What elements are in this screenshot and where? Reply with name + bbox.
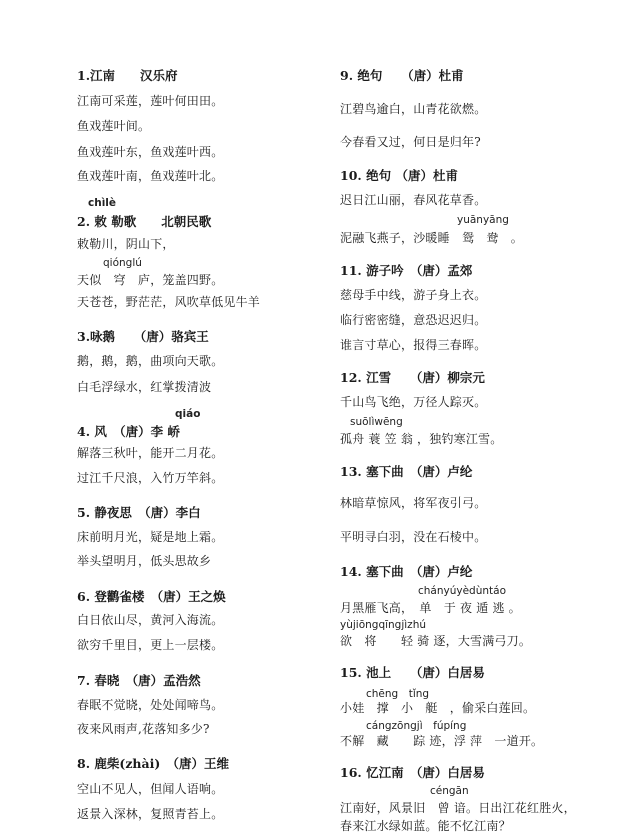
poem-title: 3.咏鹅 （唐）骆宾王: [77, 329, 209, 344]
poem-line: 今春看又过，何日是归年?: [340, 135, 481, 149]
poem-title: 2. 敕 勒歌 北朝民歌: [77, 214, 212, 229]
poem-title: 11. 游子吟 （唐）孟郊: [340, 263, 473, 278]
poem-line: 空山不见人，但闻人语响。: [77, 782, 224, 796]
pinyin-annotation: qiáo: [175, 408, 201, 420]
poem-title: 8. 鹿柴(zhài) （唐）王维: [77, 756, 230, 771]
poem-line: 迟日江山丽，春风花草香。: [340, 193, 487, 207]
poem-title: 5. 静夜思 （唐）李白: [77, 505, 201, 520]
poem-line: 鱼戏莲叶东，鱼戏莲叶西。: [77, 145, 224, 159]
poem-title: 14. 塞下曲 （唐）卢纶: [340, 564, 473, 579]
poem-line: 鱼戏莲叶间。: [77, 119, 151, 133]
poem-line: 白日依山尽，黄河入海流。: [77, 613, 224, 627]
poem-title: 4. 风 （唐）李 峤: [77, 424, 181, 439]
poem-line: 林暗草惊风，将军夜引弓。: [340, 496, 487, 510]
pinyin-annotation: chēng tǐng: [366, 688, 430, 700]
poem-line: 床前明月光，疑是地上霜。: [77, 530, 224, 544]
poem-line: 千山鸟飞绝，万径人踪灭。: [340, 395, 487, 409]
poem-line: 临行密密缝，意恐迟迟归。: [340, 313, 487, 327]
poem-line: 天似 穹 庐，笼盖四野。: [77, 273, 224, 287]
poem-line: 解落三秋叶，能开二月花。: [77, 446, 224, 460]
poem-title: 13. 塞下曲 （唐）卢纶: [340, 464, 473, 479]
pinyin-annotation: qiónglú: [103, 257, 142, 269]
poem-line: 欲穷千里目，更上一层楼。: [77, 638, 224, 652]
poem-line: 敕勒川，阴山下，: [77, 237, 175, 251]
poem-line: 返景入深林，复照青苔上。: [77, 807, 224, 821]
poem-line: 过江千尺浪，入竹万竿斜。: [77, 471, 224, 485]
poem-line: 月黑雁飞高， 单 于 夜 遁 逃 。: [340, 601, 521, 615]
poem-line: 谁言寸草心，报得三春晖。: [340, 338, 487, 352]
pinyin-annotation: cángzōngjì fúpíng: [366, 720, 467, 732]
poem-line: 不解 藏 踪 迹，浮 萍 一道开。: [340, 734, 544, 748]
poem-title: 7. 春晓 （唐）孟浩然: [77, 673, 201, 688]
poem-line: 鹅，鹅，鹅，曲项向天歌。: [77, 354, 224, 368]
poem-line: 孤舟 蓑 笠 翁 ，独钓寒江雪。: [340, 432, 503, 446]
poem-line: 夜来风雨声,花落知多少?: [77, 722, 210, 736]
poem-title: 15. 池上 （唐）白居易: [340, 665, 485, 680]
pinyin-annotation: chányúyèdùntáo: [418, 585, 507, 597]
pinyin-annotation: céngān: [430, 785, 469, 797]
poem-title: 12. 江雪 （唐）柳宗元: [340, 370, 485, 385]
poem-line: 春来江水绿如蓝。能不忆江南？: [340, 819, 511, 833]
pinyin-annotation: yùjiōngqīngjìzhú: [340, 619, 427, 631]
poem-title: 1.江南 汉乐府: [77, 68, 178, 83]
poem-line: 举头望明月，低头思故乡: [77, 554, 212, 568]
poem-line: 天苍苍，野茫茫，风吹草低见牛羊: [77, 295, 261, 309]
pinyin-annotation: suōlìwēng: [350, 416, 403, 428]
poem-line: 鱼戏莲叶南，鱼戏莲叶北。: [77, 169, 224, 183]
poem-title: 16. 忆江南 （唐）白居易: [340, 765, 485, 780]
poem-line: 泥融飞燕子，沙暖睡 鸳 鸯 。: [340, 231, 524, 245]
poem-line: 白毛浮绿水，红掌拨清波: [77, 380, 212, 394]
poem-line: 江南可采莲，莲叶何田田。: [77, 94, 224, 108]
poem-line: 慈母手中线，游子身上衣。: [340, 288, 487, 302]
poem-title: 10. 绝句 （唐）杜甫: [340, 168, 458, 183]
poem-title: 6. 登鹳雀楼 （唐）王之焕: [77, 589, 226, 604]
poem-title: 9. 绝句 （唐）杜甫: [340, 68, 464, 83]
poem-line: 欲 将 轻 骑 逐，大雪满弓刀。: [340, 634, 532, 648]
poem-line: 春眠不觉晓，处处闻啼鸟。: [77, 698, 224, 712]
poem-line: 小娃 撑 小 艇 ，偷采白莲回。: [340, 701, 536, 715]
pinyin-annotation: yuānyāng: [457, 214, 509, 226]
poem-line: 江碧鸟逾白，山青花欲燃。: [340, 102, 487, 116]
poem-line: 平明寻白羽，没在石棱中。: [340, 530, 487, 544]
poem-line: 江南好，风景旧 曾 谙。日出江花红胜火，: [340, 801, 576, 815]
pinyin-annotation: chìlè: [88, 197, 117, 209]
